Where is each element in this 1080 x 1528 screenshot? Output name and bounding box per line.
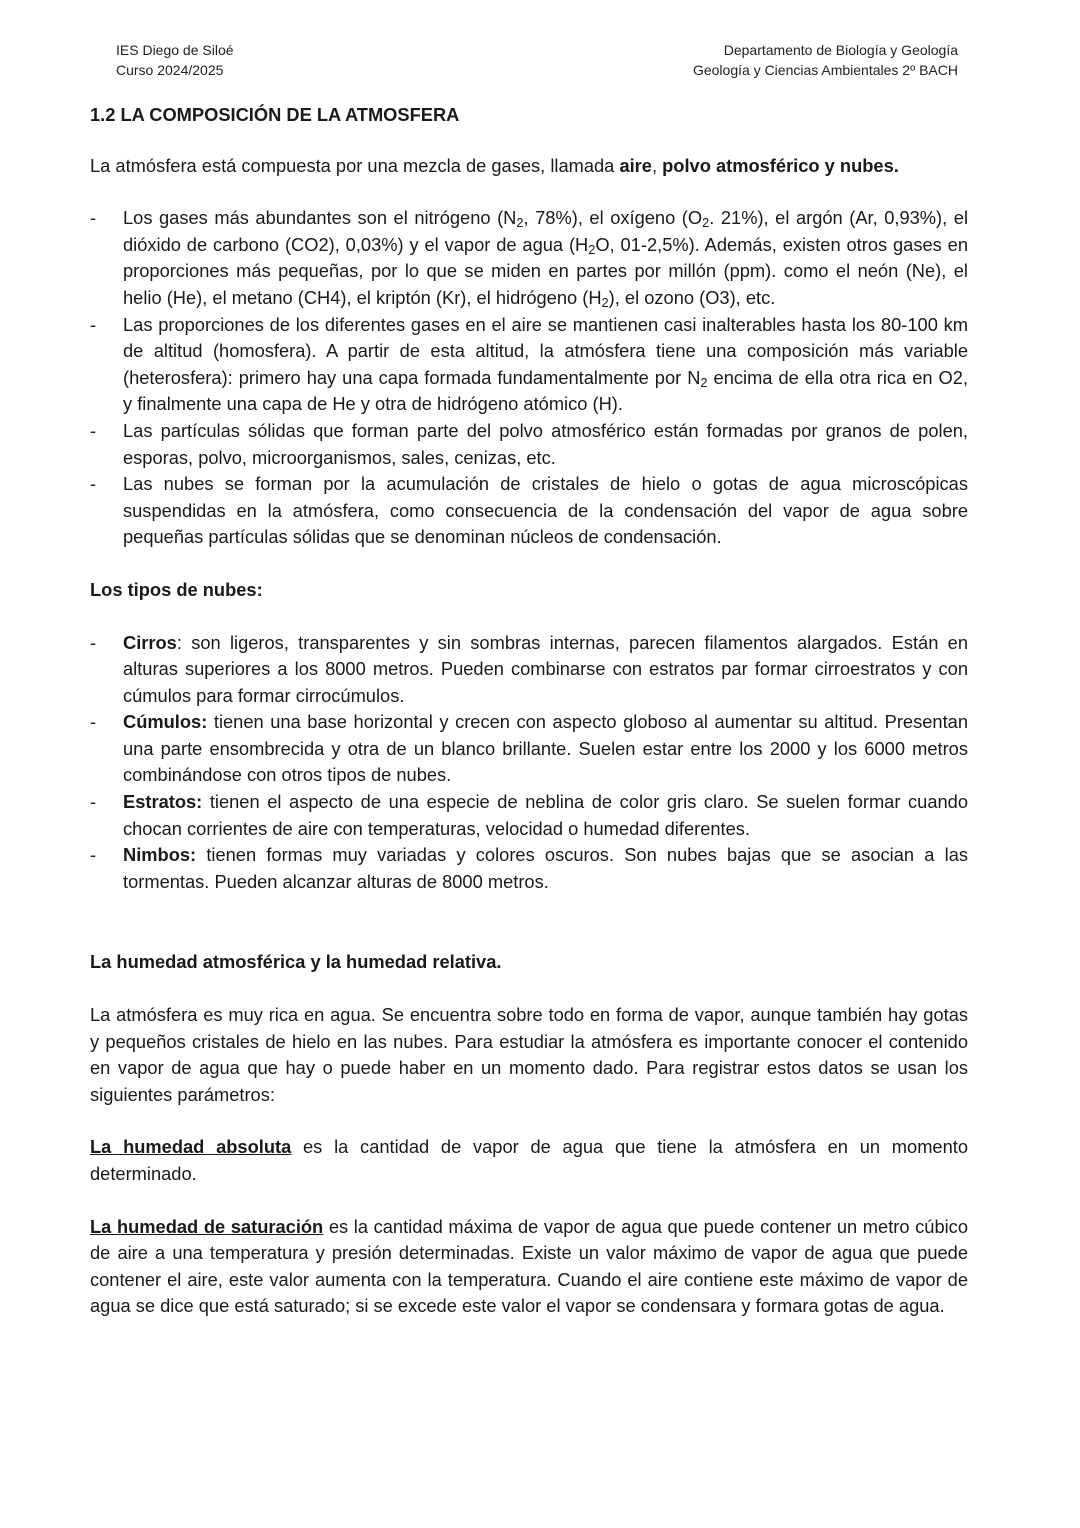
absolute-humidity-paragraph: La humedad absoluta es la cantidad de vapor de agua que tiene la atmósfera en un momento determinado.	[90, 1136, 969, 1184]
header-left	[116, 40, 234, 80]
list-item-clouds: - Las nubes se forman por la acumulación de cristales de hielo o gotas de agua microscópicas suspendidas en la atmósfera, como consecuencia de la condensación del vapor de agua sobre pequeñas partículas sólidas que se denominan núcleos de condensación.	[90, 471, 968, 551]
list-item-gases: - Los gases más abundantes son el nitrógeno ($N_2$, 78%), el oxígeno ($O_2$. 21%), el argón (Ar, 0,93%), el dióxido de carbono (CO2), 0,03%) y el vapor de agua ($H_2O$, 01-2,5%). Además, existen otros gases en proporciones más pequeñas, por lo que se miden en partes por millón (ppm). como el neón (Ne), el helio (He), el metano (CH4), el kriptón (Kr), el hidrógeno $(H_2)$, el ozono (O3), etc.	[90, 205, 968, 311]
cloud-types-list	[90, 630, 968, 896]
composition-list	[90, 205, 968, 551]
cloud-type-cumulos: - Cúmulos: tienen una base horizontal y crecen con aspecto globoso al aumentar su altitud. Presentan una parte ensombrecida y otra de un blanco brillante. Suelen estar entre los 2000 y los 6000 metros combinándose con otros tipos de nubes.	[90, 709, 968, 789]
cloud-type-cirros: - Cirros: son ligeros, transparentes y sin sombras internas, parecen filamentos alargados. Están en alturas superiores a los 8000 metros. Pueden combinarse con estratos par formar cirroestratos y con cúmulos para formar cirrocúmulos.	[90, 630, 968, 710]
humidity-intro: La atmósfera es muy rica en agua. Se encuentra sobre todo en forma de vapor, aunque también hay gotas y pequeños cristales de hielo en las nubes. Para estudiar la atmósfera es importante conocer el contenido en vapor de agua que hay o puede haber en un momento dado. Para registrar estos datos se usan los siguientes parámetros:	[90, 1004, 968, 1105]
humidity-title: La humedad atmosférica y la humedad relativa.	[90, 951, 502, 973]
saturation-humidity-paragraph: La humedad de saturación es la cantidad máxima de vapor de agua que puede contener un metro cúbico de aire a una temperatura y presión determinadas. Existe un valor máximo de vapor de agua que puede contener el aire, este valor aumenta con la temperatura. Cuando el aire contiene este máximo de vapor de agua se dice que está saturado; si se excede este valor el vapor se condensara y formara gotas de agua.	[90, 1215, 968, 1317]
absolute-humidity-term: La humedad absoluta	[90, 1136, 292, 1158]
intro-term-dust-clouds: polvo atmosférico y nubes.	[662, 154, 899, 176]
section-title: 1.2 LA COMPOSICIÓN DE LA ATMOSFERA	[90, 104, 460, 125]
saturation-humidity-term: La humedad de saturación	[90, 1215, 324, 1237]
list-item-particles: - Las partículas sólidas que forman parte del polvo atmosférico están formadas por granos de polen, esporas, polvo, microorganismos, sales, cenizas, etc.	[90, 418, 968, 471]
header-right	[693, 40, 958, 80]
document-body	[90, 102, 968, 1320]
subject-name: Geología y Ciencias Ambientales 2º BACH	[692, 62, 958, 78]
school-name: IES Diego de Siloé	[116, 42, 234, 58]
intro-term-air: aire	[619, 154, 652, 176]
department-name: Departamento de Biología y Geología	[723, 42, 958, 58]
cloud-types-title: Los tipos de nubes:	[90, 578, 263, 600]
cloud-type-estratos: - Estratos: tienen el aspecto de una especie de neblina de color gris claro. Se suelen formar cuando chocan corrientes de aire con temperaturas, velocidad o humedad diferentes.	[90, 789, 968, 842]
cloud-type-nimbos: - Nimbos: tienen formas muy variadas y colores oscuros. Son nubes bajas que se asocian a las tormentas. Pueden alcanzar alturas de 8000 metros.	[90, 842, 968, 895]
course-year: Curso 2024/2025	[116, 62, 224, 78]
intro-paragraph: La atmósfera está compuesta por una mezcla de gases, llamada aire, polvo atmosférico y nubes.	[90, 154, 899, 176]
list-item-proportions: - Las proporciones de los diferentes gases en el aire se mantienen casi inalterables hasta los 80-100 km de altitud (homosfera). A partir de esta altitud, la atmósfera tiene una composición más variable (heterosfera): primero hay una capa formada fundamentalmente por $N_2$ encima de ella otra rica en O2, y finalmente una capa de He y otra de hidrógeno atómico (H).	[90, 312, 968, 418]
